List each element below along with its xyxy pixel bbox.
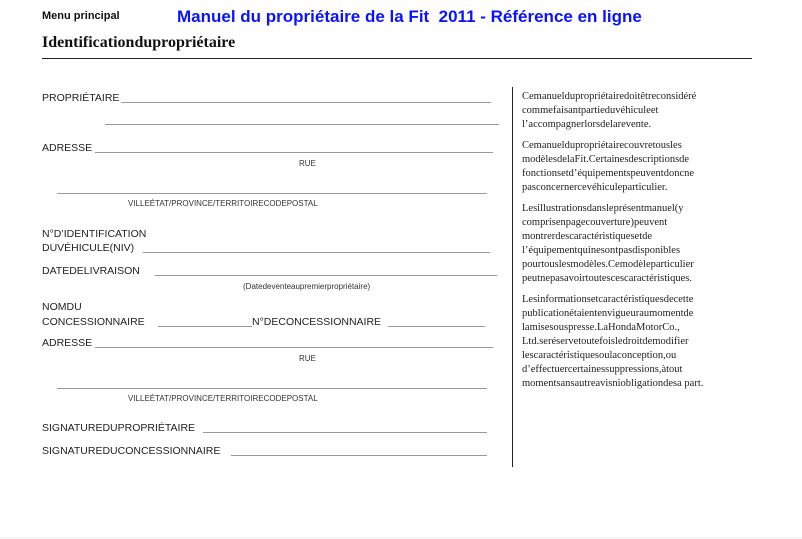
dealer-number-line[interactable] <box>388 326 485 327</box>
owner-signature-line[interactable] <box>203 432 487 433</box>
delivery-date-line[interactable] <box>155 275 497 276</box>
dealer-city-line[interactable] <box>57 388 487 389</box>
owner-signature-label: SIGNATUREDUPROPRIÉTAIRE <box>42 422 196 434</box>
vin-label-line2: DUVÉHICULE(NIV) <box>42 242 135 254</box>
vin-field-line[interactable] <box>143 252 490 253</box>
owner-label: PROPRIÉTAIRE <box>42 92 120 104</box>
dealer-street-caption: RUE <box>299 354 316 363</box>
title-divider <box>42 58 752 59</box>
owner-city-line[interactable] <box>57 193 487 194</box>
owner-city-caption: VILLEÉTAT/PROVINCE/TERRITOIRECODEPOSTAL <box>128 199 318 208</box>
dealer-number-label: N°DECONCESSIONNAIRE <box>252 316 382 328</box>
note-paragraph: Cemanueldupropriétairecouvretousles modèlesdelaFit.Certainesdescriptionsde fonctionsetd’équipementspeuventdoncne pasconcernercevéhiculeparticulier. <box>522 140 695 193</box>
owner-street-line[interactable] <box>95 152 493 153</box>
dealer-name-label-line2: CONCESSIONNAIRE <box>42 316 145 328</box>
owner-field-line-2[interactable] <box>105 124 499 125</box>
owner-field-line[interactable] <box>121 102 491 103</box>
dealer-name-label-line1: NOMDU <box>42 301 82 313</box>
dealer-signature-line[interactable] <box>231 455 487 456</box>
document-title: Manuel du propriétaire de la Fit 2011 - Référence en ligne <box>177 7 642 26</box>
vin-label-line1: N°D’IDENTIFICATION <box>42 228 147 240</box>
dealer-address-label: ADRESSE <box>42 337 93 349</box>
note-paragraph: Lesinformationsetcaractéristiquesdecette publicationétaientenvigueuraumomentde lamisesouspresse.LaHondaMotorCo., Ltd.seréservetoutefoisledroitdemodifier lescaractéristiquesoulaconception,ou d’effectuercertainessuppressions,àtout momentsansautreavisniobligationdesa part. <box>522 294 704 389</box>
page-bottom-edge <box>0 537 802 538</box>
column-divider <box>512 87 513 467</box>
main-menu-link[interactable]: Menu principal <box>42 10 120 22</box>
delivery-date-caption: (Datedeventeaupremierpropriétaire) <box>243 282 371 291</box>
owner-address-label: ADRESSE <box>42 142 93 154</box>
section-title: Identificationdupropriétaire <box>42 34 236 51</box>
notes-column <box>522 90 737 398</box>
dealer-street-line[interactable] <box>95 347 493 348</box>
dealer-name-line[interactable] <box>158 326 252 327</box>
note-paragraph: Cemanueldupropriétairedoitêtreconsidéré commefaisantpartieduvéhiculeet l’accompagnerlorsdelarevente. <box>522 91 697 130</box>
owner-street-caption: RUE <box>299 159 316 168</box>
note-paragraph: Lesillustrationsdansleprésentmanuel(y comprisenpagecouverture)peuvent montrerdescaractéristiquesetde l’équipementquinesontpasdisponibles pourtouslesmodèles.Cemodèleparticulier peutnepasavoirtoutescescaractéristiques. <box>522 203 694 284</box>
dealer-signature-label: SIGNATUREDUCONCESSIONNAIRE <box>42 445 221 457</box>
dealer-city-caption: VILLEÉTAT/PROVINCE/TERRITOIRECODEPOSTAL <box>128 394 318 403</box>
delivery-date-label: DATEDELIVRAISON <box>42 265 140 277</box>
